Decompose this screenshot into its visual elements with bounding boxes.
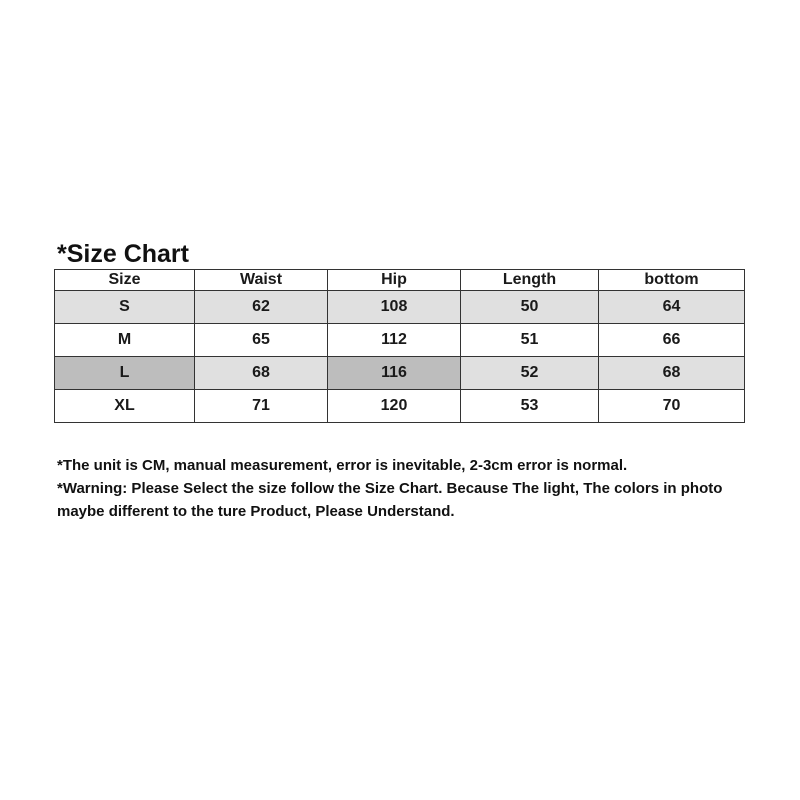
cell-hip: 120 — [328, 390, 461, 423]
cell-waist: 62 — [195, 291, 328, 324]
cell-waist: 71 — [195, 390, 328, 423]
table-row — [55, 324, 745, 357]
cell-bottom: 66 — [599, 324, 745, 357]
cell-hip: 112 — [328, 324, 461, 357]
cell-bottom: 70 — [599, 390, 745, 423]
header-size: Size — [55, 270, 195, 291]
measurement-notes — [57, 454, 747, 523]
unit-note: *The unit is CM, manual measurement, error is inevitable, 2-3cm error is normal. — [57, 457, 628, 474]
table-header-row — [55, 270, 745, 291]
size-table — [54, 269, 745, 423]
header-hip: Hip — [328, 270, 461, 291]
table-row — [55, 291, 745, 324]
cell-length: 53 — [461, 390, 599, 423]
cell-bottom: 64 — [599, 291, 745, 324]
cell-length: 50 — [461, 291, 599, 324]
cell-bottom: 68 — [599, 357, 745, 390]
cell-hip: 116 — [328, 357, 461, 390]
cell-size: XL — [55, 390, 195, 423]
warning-note: *Warning: Please Select the size follow the Size Chart. Because The light, The colors in photo maybe different to the ture Product, Please Understand. — [57, 480, 723, 520]
cell-length: 52 — [461, 357, 599, 390]
header-bottom: bottom — [599, 270, 745, 291]
table-row — [55, 390, 745, 423]
cell-waist: 68 — [195, 357, 328, 390]
cell-waist: 65 — [195, 324, 328, 357]
table-row — [55, 357, 745, 390]
cell-size: S — [55, 291, 195, 324]
size-chart-title: *Size Chart — [57, 240, 189, 268]
cell-length: 51 — [461, 324, 599, 357]
header-length: Length — [461, 270, 599, 291]
cell-size: M — [55, 324, 195, 357]
cell-hip: 108 — [328, 291, 461, 324]
header-waist: Waist — [195, 270, 328, 291]
cell-size: L — [55, 357, 195, 390]
